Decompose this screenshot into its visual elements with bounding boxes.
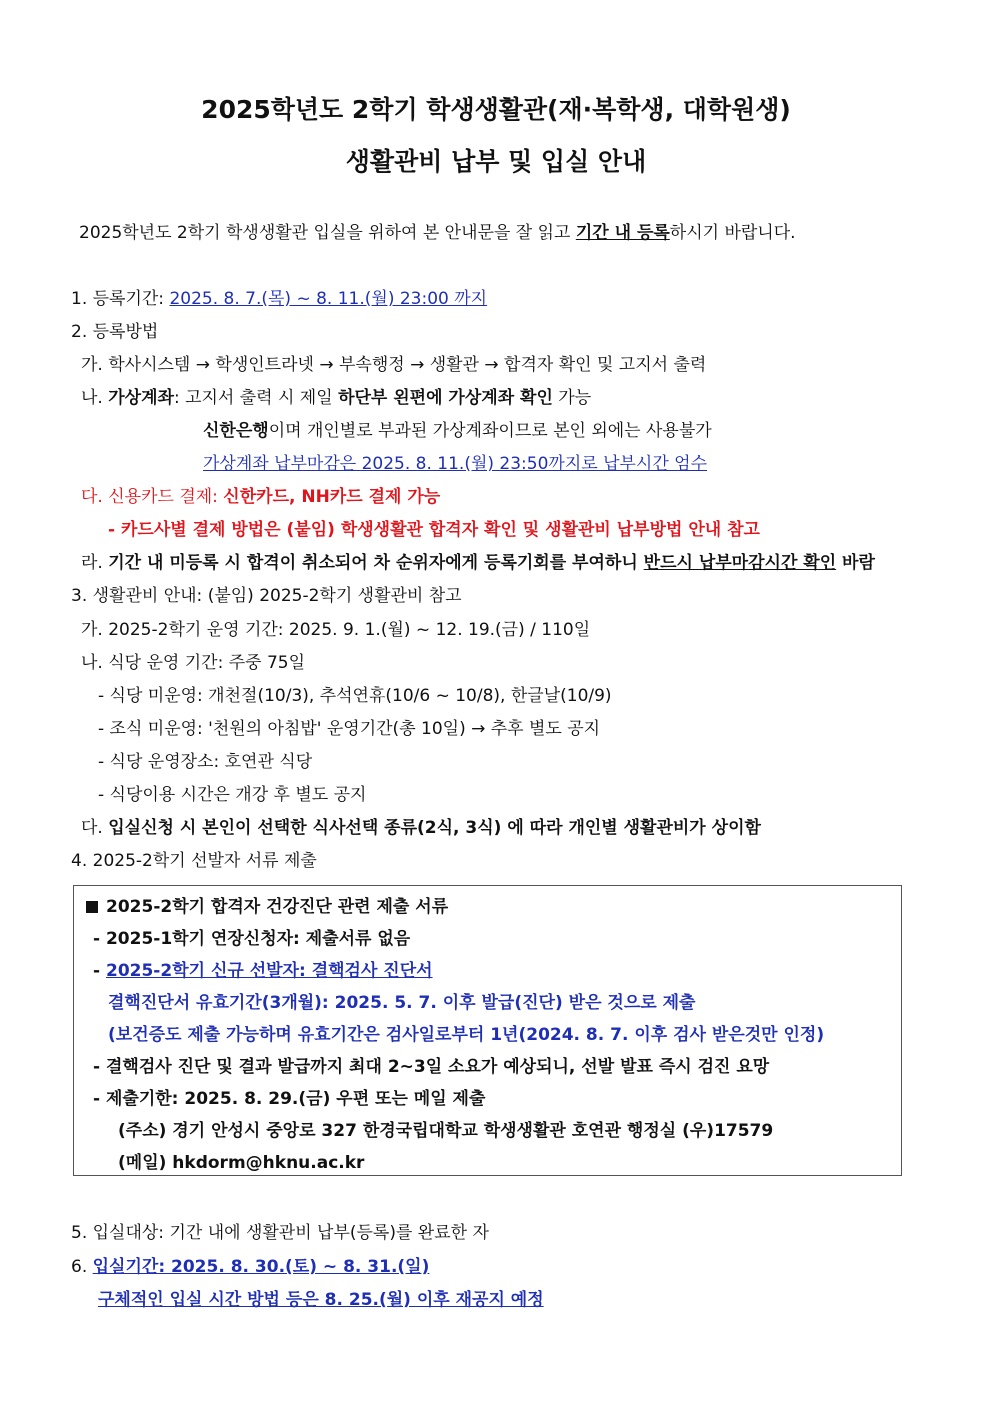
submission-address: (주소) 경기 안성시 중앙로 327 한경국립대학교 학생생활관 호연관 행정실 (우)17579 — [118, 1121, 774, 1141]
section-3-na-item: - 식당 운영장소: 호연관 식당 — [98, 752, 313, 772]
section-2-ra-emphasis: 반드시 납부마감시간 확인 — [643, 553, 837, 573]
section-3-ga: 가. 2025-2학기 운영 기간: 2025. 9. 1.(월) ~ 12. 19.(금) / 110일 — [81, 620, 591, 640]
documents-item: - 2025-1학기 연장신청자: 제출서류 없음 — [93, 929, 411, 949]
section-5-heading: 5. 입실대상: 기간 내에 생활관비 납부(등록)를 완료한 자 — [71, 1223, 489, 1243]
section-2-ra-prefix: 라. — [81, 553, 109, 573]
section-3-na-item: - 조식 미운영: '천원의 아침밥' 운영기간(총 10일) → 추후 별도 공지 — [98, 719, 601, 739]
section-1-value: 2025. 8. 7.(목) ~ 8. 11.(월) 23:00 까지 — [169, 289, 488, 309]
section-2-ra-end: 바람 — [836, 553, 875, 573]
section-3-heading: 3. 생활관비 안내: (붙임) 2025-2학기 생활관비 참고 — [71, 586, 462, 606]
virtual-account-location: 하단부 왼편에 가상계좌 확인 — [338, 388, 553, 408]
section-2-na-line2-rest: 이며 개인별로 부과된 가상계좌이므로 본인 외에는 사용불가 — [268, 421, 712, 441]
documents-item-dash: - — [93, 961, 106, 981]
credit-card-note: - 카드사별 결제 방법은 (붙임) 학생생활관 합격자 확인 및 생활관비 납부방법 안내 참고 — [108, 520, 760, 540]
virtual-account-label: 가상계좌 — [108, 388, 174, 408]
section-2-na — [81, 387, 591, 409]
section-2-ga: 가. 학사시스템 → 학생인트라넷 → 부속행정 → 생활관 → 합격자 확인 및 고지서 출력 — [81, 355, 707, 375]
intro-paragraph — [79, 222, 796, 244]
section-3-na: 나. 식당 운영 기간: 주중 75일 — [81, 653, 306, 673]
section-2-na-mid: : 고지서 출력 시 제일 — [173, 388, 339, 408]
black-square-icon — [86, 901, 98, 913]
document-title-line1: 2025학년도 2학기 학생생활관(재·복학생, 대학원생) — [201, 95, 791, 124]
documents-item: - 결핵검사 진단 및 결과 발급까지 최대 2~3일 소요가 예상되니, 선발 발표 즉시 검진 요망 — [93, 1057, 770, 1077]
intro-text-end: 하시기 바랍니다. — [669, 223, 796, 243]
section-3-na-item: - 식당이용 시간은 개강 후 별도 공지 — [98, 785, 367, 805]
intro-emphasis: 기간 내 등록 — [575, 223, 670, 243]
section-2-na-end: 가능 — [552, 388, 592, 408]
documents-item-new-students — [93, 960, 433, 982]
section-2-da — [81, 486, 440, 508]
section-6-prefix: 6. — [71, 1257, 93, 1277]
section-3-da-text: 입실신청 시 본인이 선택한 식사선택 종류(2식, 3식) 에 따라 개인별 생활관비가 상이함 — [108, 818, 761, 838]
section-4-heading: 4. 2025-2학기 선발자 서류 제출 — [71, 851, 317, 871]
submission-deadline: - 제출기한: 2025. 8. 29.(금) 우편 또는 메일 제출 — [93, 1089, 486, 1109]
health-certificate-note: (보건증도 제출 가능하며 유효기간은 검사일로부터 1년(2024. 8. 7. 이후 검사 받은것만 인정) — [108, 1025, 825, 1045]
section-2-na-line2 — [203, 420, 712, 442]
section-3-da-prefix: 다. — [81, 818, 109, 838]
documents-box-title — [86, 896, 448, 918]
tb-test-requirement: 2025-2학기 신규 선발자: 결핵검사 진단서 — [105, 961, 433, 981]
section-2-ra — [81, 552, 875, 574]
credit-card-label: 다. 신용카드 결제: — [81, 487, 224, 507]
section-2-heading: 2. 등록방법 — [71, 322, 159, 342]
document-title-line2: 생활관비 납부 및 입실 안내 — [345, 147, 647, 176]
section-1-registration-period — [71, 288, 487, 310]
documents-box-title-text: 2025-2학기 합격자 건강진단 관련 제출 서류 — [106, 897, 449, 917]
tb-certificate-validity: 결핵진단서 유효기간(3개월): 2025. 5. 7. 이후 발급(진단) 받은 것으로 제출 — [108, 993, 696, 1013]
section-1-label: 1. 등록기간: — [71, 289, 170, 309]
move-in-note: 구체적인 입실 시간 방법 등은 8. 25.(월) 이후 재공지 예정 — [98, 1290, 544, 1310]
credit-card-value: 신한카드, NH카드 결제 가능 — [223, 487, 441, 507]
section-2-ra-warning: 기간 내 미등록 시 합격이 취소되어 차 순위자에게 등록기회를 부여하니 — [108, 553, 644, 573]
payment-deadline: 가상계좌 납부마감은 2025. 8. 11.(월) 23:50까지로 납부시간 엄수 — [203, 454, 708, 474]
submission-email: (메일) hkdorm@hknu.ac.kr — [118, 1153, 365, 1173]
move-in-period: 입실기간: 2025. 8. 30.(토) ~ 8. 31.(일) — [92, 1257, 430, 1277]
intro-text: 2025학년도 2학기 학생생활관 입실을 위하여 본 안내문을 잘 읽고 — [79, 223, 576, 243]
section-3-na-item: - 식당 미운영: 개천절(10/3), 추석연휴(10/6 ~ 10/8), 한글날(10/9) — [98, 686, 612, 706]
section-2-na-prefix: 나. — [81, 388, 109, 408]
bank-name: 신한은행 — [203, 421, 269, 441]
section-3-da — [81, 817, 761, 839]
section-6-heading — [71, 1256, 429, 1278]
